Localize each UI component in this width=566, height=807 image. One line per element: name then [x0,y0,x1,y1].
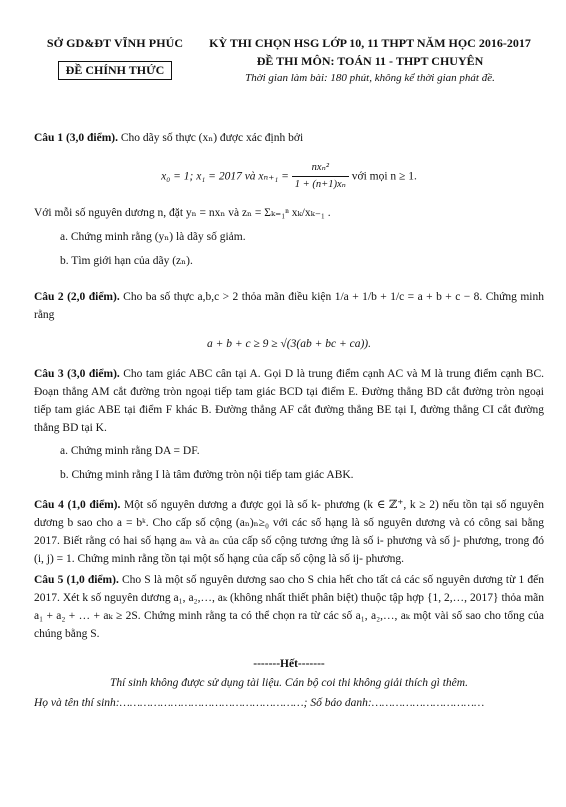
fraction-denominator: 1 + (n+1)xₙ [294,179,346,191]
question-1-label: Câu 1 (3,0 điểm). [34,132,119,144]
question-3 [34,366,544,437]
header-left [30,36,200,80]
question-1-definition: Với mỗi số nguyên dương n, đặt yₙ = nxₙ và zₙ = Σₖ₌₁ⁿ xₖ/xₖ₋₁ . [34,207,331,220]
header-right [200,36,540,84]
formula-left: x₀ = 1; x₁ = 2017 và xₙ₊₁ = [161,170,292,183]
question-1-part-b: b. Tìm giới hạn của dãy (zₙ). [60,254,193,267]
end-marker: -------Hết------- [253,657,325,670]
question-4-label: Câu 4 (1,0 điểm). [34,499,121,512]
question-5 [34,572,544,643]
question-1 [34,130,544,148]
question-1-part-a: a. Chứng minh rằng (yₙ) là dãy số giảm. [60,231,246,244]
org-name: SỞ GD&ĐT VĨNH PHÚC [46,36,184,50]
question-5-text: Cho S là một số nguyên dương sao cho S chia hết cho tất cả các số nguyên dương từ 1 đến 2017. Xét k số nguyên dương a₁, a₂,…, aₖ (không nhất thiết phân biệt) thuộc tập hợp {1, 2,…, 2017} thỏa mãn a₁ + a₂ + … + aₖ ≥ 2S. Chứng minh rằng ta có thể chọn ra từ các số a₁, a₂,…, aₖ một vài số sao cho tổng của chúng bằng S. [34,574,544,640]
recurrence-fraction [292,160,349,194]
formula-right: với mọi n ≥ 1. [348,170,417,183]
question-1-formula [34,160,544,194]
time-note: Thời gian làm bài: 180 phút, không kể thời gian phát đề. [245,72,495,84]
candidate-info-line: Họ và tên thí sinh:………………………………………………; Số báo danh:…………………………… [34,697,485,710]
exam-body [34,130,544,713]
question-3-text: Cho tam giác ABC cân tại A. Gọi D là trung điểm cạnh AC và M là trung điểm cạnh BC. Đoạn thẳng AM cắt đường tròn ngoại tiếp tam giác BCD tại điểm E. Đường thẳng BD cắt đường tròn ngoại tiếp tam giác ABE tại điểm F khác B. Đường thẳng AF cắt đường thẳng BE tại I, đường thẳng CI cắt đường thẳng BD tại K. [34,368,544,434]
question-3-part-a: a. Chứng minh rằng DA = DF. [60,445,200,458]
exam-title: KỲ THI CHỌN HSG LỚP 10, 11 THPT NĂM HỌC 2016-2017 [209,36,531,50]
question-1-intro: Cho dãy số thực (xₙ) được xác định bởi [118,132,304,144]
question-4 [34,497,544,568]
question-4-text: Một số nguyên dương a được gọi là số k- phương (k ∈ ℤ⁺, k ≥ 2) nếu tồn tại số nguyên dương b sao cho a = bᵏ. Cho cấp số cộng (aₙ)ₙ≥₀ với các số hạng là số nguyên dương và có công sai bằng 2017. Biết rằng có hai số hạng aₘ và aₙ của cấp số cộng tương ứng là số i- phương và số j- phương, trong đó (i, j) = 1. Chứng minh rằng tồn tại một số hạng của cấp số cộng là số ij- phương. [34,499,544,565]
footer-note: Thí sinh không được sử dụng tài liệu. Cán bộ coi thi không giải thích gì thêm. [110,677,468,690]
question-2-label: Câu 2 (2,0 điểm). [34,290,120,303]
question-2-formula: a + b + c ≥ 9 ≥ √(3(ab + bc + ca)). [207,338,371,351]
exam-subject: ĐỀ THI MÔN: TOÁN 11 - THPT CHUYÊN [256,54,484,68]
question-2 [34,289,544,325]
question-2-text: Cho ba số thực a,b,c > 2 thỏa mãn điều kiện 1/a + 1/b + 1/c = a + b + c − 8. Chứng minh rằng [34,290,544,321]
question-3-part-b: b. Chứng minh rằng I là tâm đường tròn nội tiếp tam giác ABK. [60,469,354,482]
question-5-label: Câu 5 (1,0 điểm). [34,574,119,587]
fraction-numerator: nxₙ² [292,160,349,177]
question-3-label: Câu 3 (3,0 điểm). [34,368,120,381]
official-stamp: ĐỀ CHÍNH THỨC [58,61,172,80]
